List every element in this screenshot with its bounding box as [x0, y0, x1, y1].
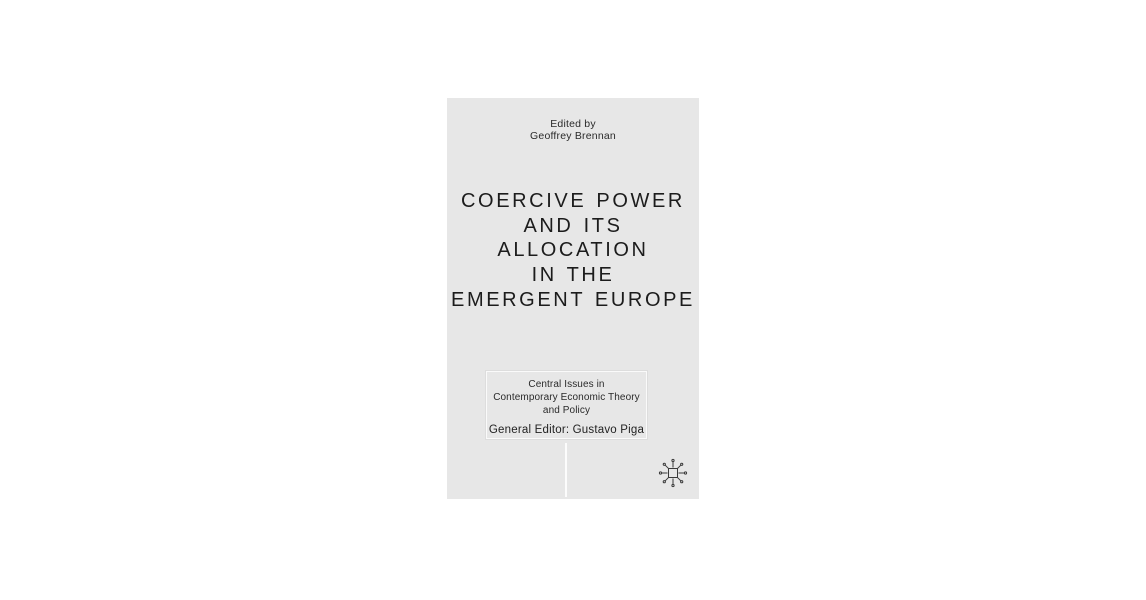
series-line-2: Contemporary Economic Theory: [493, 392, 640, 404]
series-line-1: Central Issues in: [528, 379, 605, 390]
general-editor: General Editor: Gustavo Piga: [488, 423, 645, 436]
book-title: [447, 189, 699, 313]
title-line-5: EMERGENT EUROPE: [451, 288, 695, 311]
series-title: [487, 378, 646, 418]
series-box: [486, 371, 647, 439]
title-line-1: COERCIVE POWER: [461, 190, 685, 212]
title-line-2: AND ITS: [523, 214, 623, 237]
cover-crease-divider: [565, 443, 567, 497]
starburst-logo-icon: [657, 457, 689, 489]
book-cover: [447, 98, 699, 499]
title-line-3: ALLOCATION: [497, 239, 649, 262]
edited-by-block: [447, 119, 699, 142]
title-line-4: IN THE: [531, 264, 615, 287]
edited-by-label: Edited by: [550, 118, 596, 130]
editor-name: Geoffrey Brennan: [530, 129, 616, 142]
series-line-3: and Policy: [542, 405, 591, 417]
